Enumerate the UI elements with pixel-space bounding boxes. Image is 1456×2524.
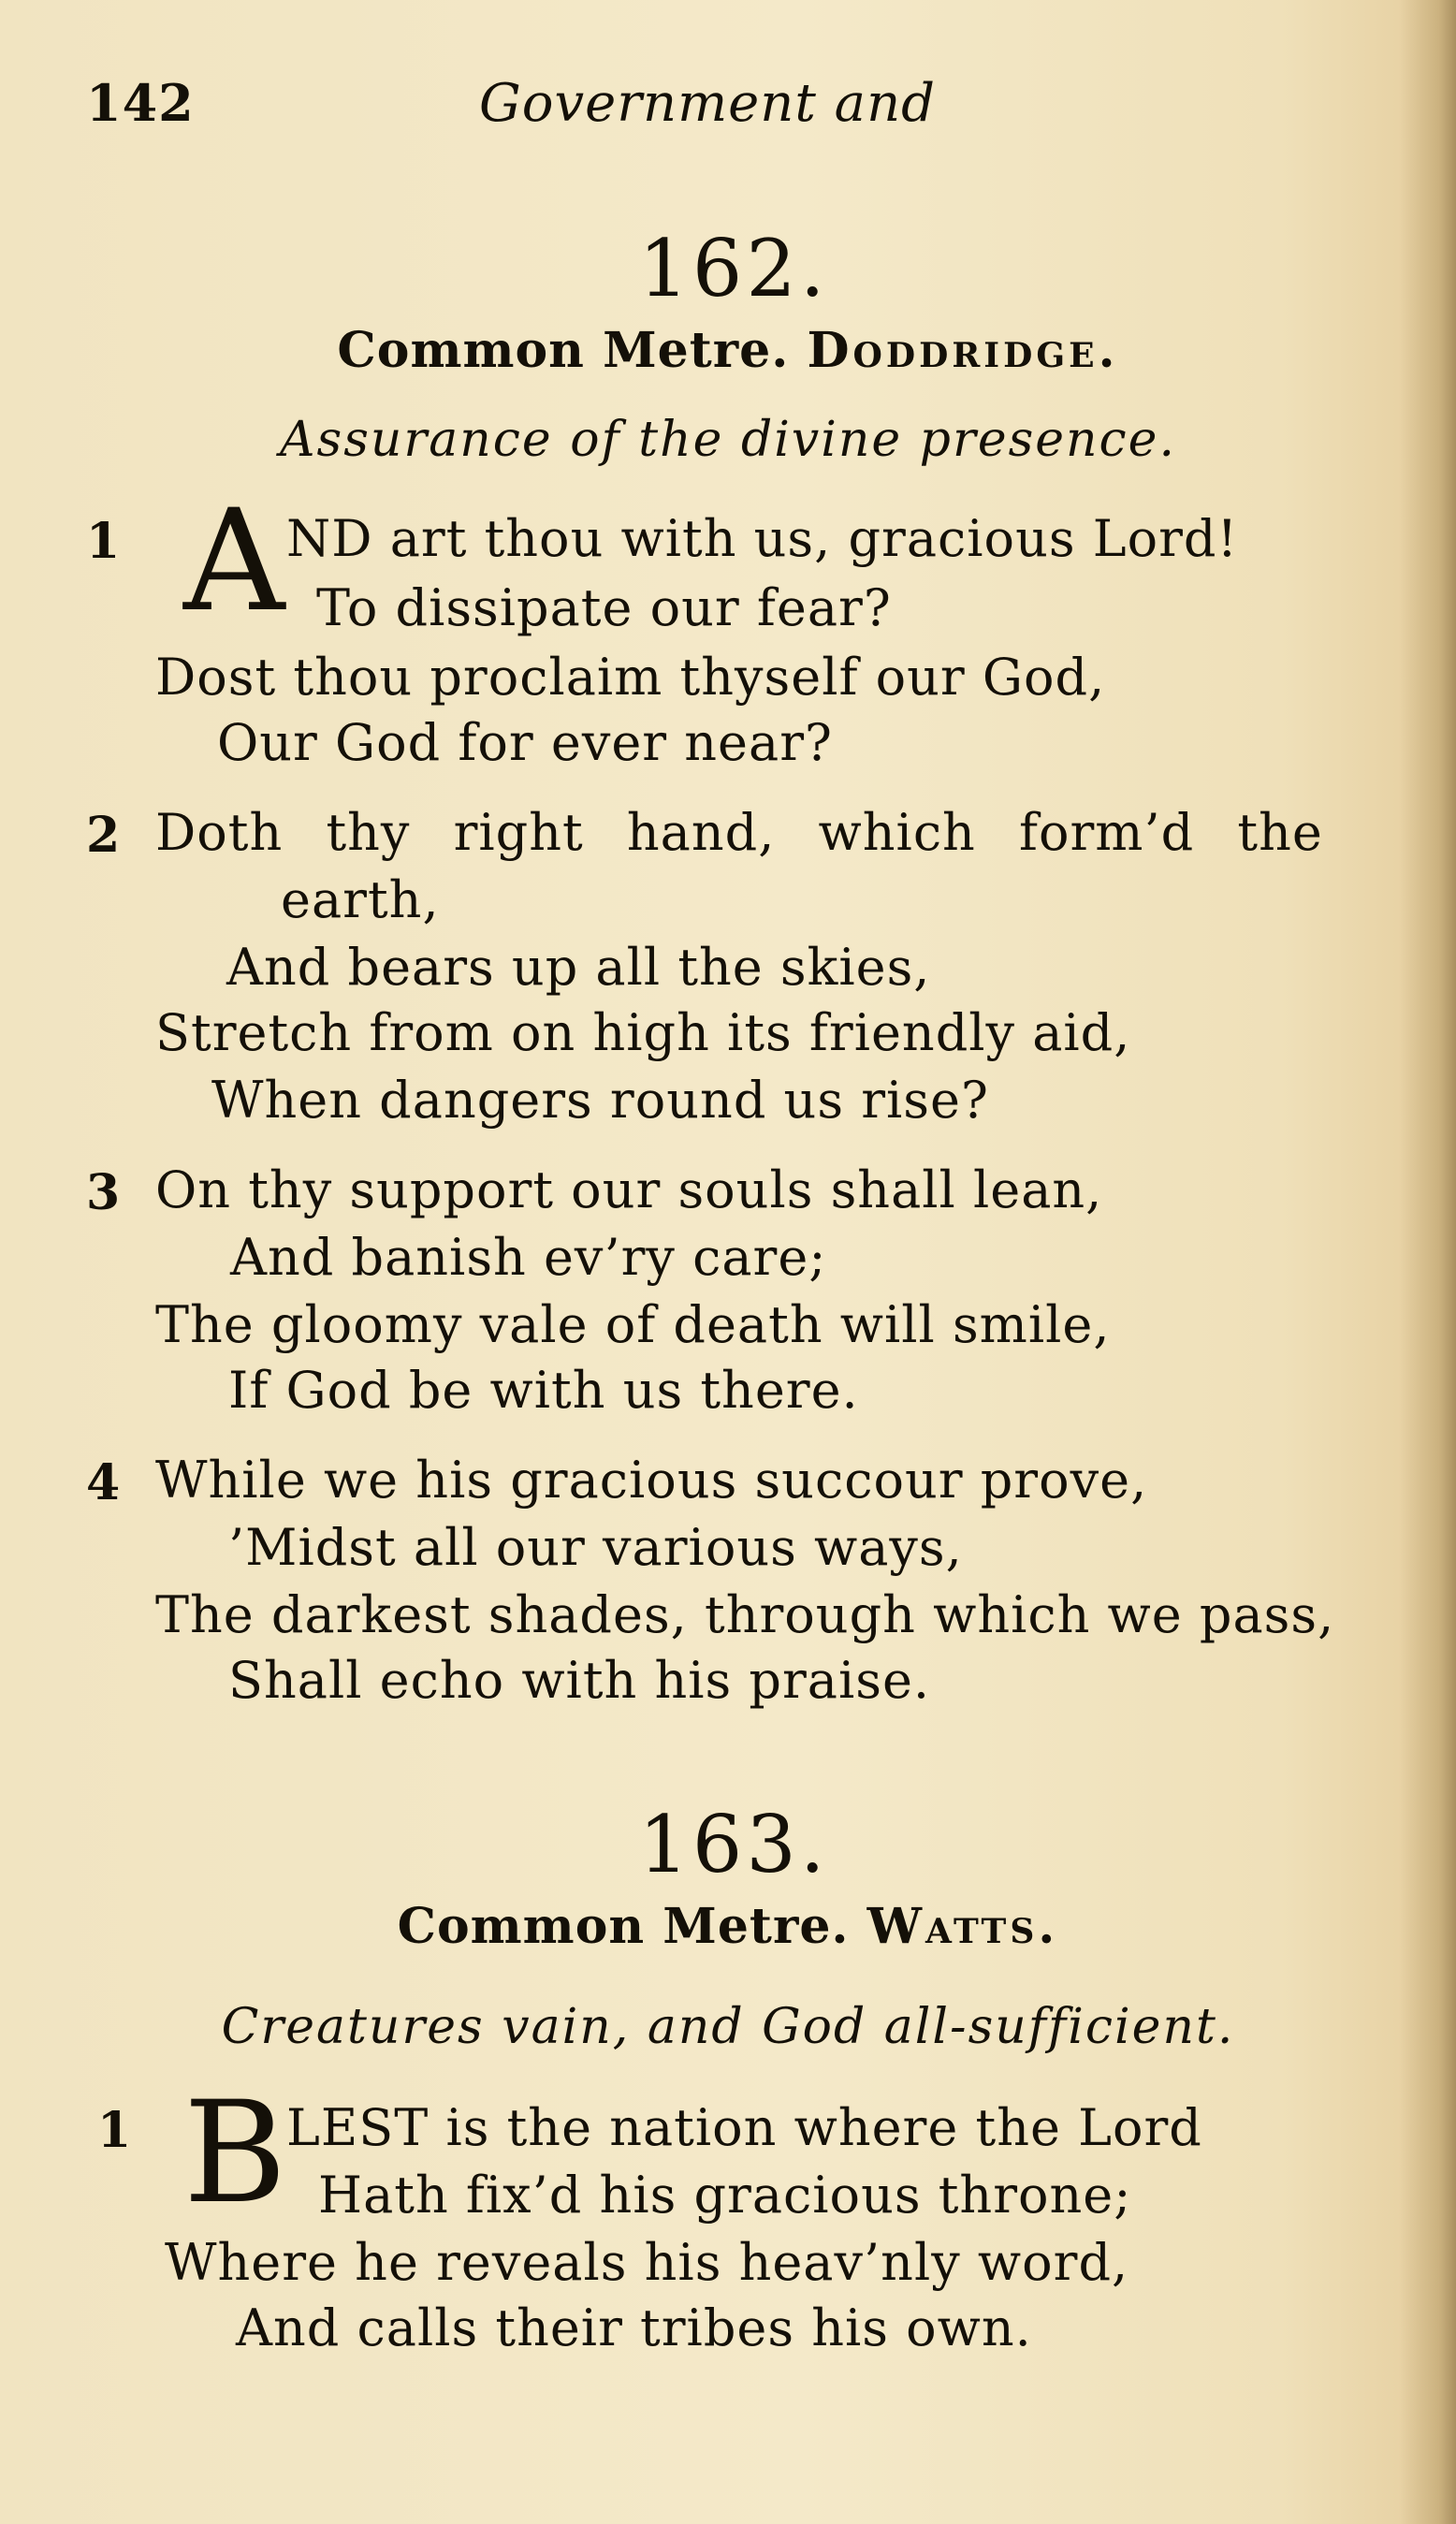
verse-line: Shall echo with his praise.	[228, 1651, 931, 1710]
verse-line: When dangers round us rise?	[211, 1071, 989, 1130]
verse-line: Doth thy right hand, which form’d the	[155, 803, 1323, 862]
hymn-number: 162.	[638, 223, 829, 314]
meter-label: Common Metre.	[397, 1898, 850, 1955]
hymn-subject: Assurance of the divine presence.	[280, 412, 1176, 468]
verse-number: 3	[86, 1164, 121, 1221]
verse-number: 1	[97, 2102, 132, 2159]
verse-line: ’Midst all our various ways,	[228, 1518, 963, 1577]
drop-cap: B	[183, 2072, 287, 2235]
verse-line: And bears up all the skies,	[226, 938, 931, 997]
verse-number: 1	[86, 513, 121, 570]
hymn-number: 163.	[638, 1799, 829, 1890]
verse-line: The darkest shades, through which we pass,	[155, 1585, 1335, 1644]
meter-label: Common Metre.	[337, 322, 790, 379]
verse-number: 4	[86, 1454, 121, 1511]
hymn-meter	[0, 1898, 1456, 1955]
page-number: 142	[86, 73, 195, 133]
verse-line: Our God for ever near?	[217, 713, 833, 772]
page-header	[0, 73, 1456, 148]
verse-line: Dost thou proclaim thyself our God,	[155, 648, 1106, 707]
verse-line: To dissipate our fear?	[316, 578, 892, 637]
hymn-meter	[0, 322, 1456, 379]
running-head: Government and	[479, 73, 936, 134]
verse-line: Hath fix’d his gracious throne;	[318, 2166, 1132, 2225]
verse-line: The gloomy vale of death will smile,	[155, 1295, 1111, 1354]
verse-line: If God be with us there.	[228, 1361, 859, 1420]
verse-line: And banish ev’ry care;	[230, 1228, 827, 1287]
hymn-author: Watts.	[866, 1898, 1059, 1955]
verse-line: LEST is the nation where the Lord	[286, 2098, 1202, 2157]
verse-line: earth,	[281, 870, 440, 929]
verse-number: 2	[86, 807, 121, 864]
verse-line: And calls their tribes his own.	[236, 2298, 1032, 2357]
verse-line: Where he reveals his heav’nly word,	[165, 2233, 1129, 2292]
verse-line: While we his gracious succour prove,	[155, 1451, 1148, 1510]
hymn-subject: Creatures vain, and God all-sufficient.	[221, 1999, 1235, 2055]
verse-line: Stretch from on high its friendly aid,	[155, 1003, 1131, 1062]
drop-cap: A	[183, 480, 285, 643]
hymn-author: Doddridge.	[807, 322, 1119, 379]
verse-line: On thy support our souls shall lean,	[155, 1160, 1103, 1219]
verse-line: ND art thou with us, gracious Lord!	[286, 509, 1239, 568]
